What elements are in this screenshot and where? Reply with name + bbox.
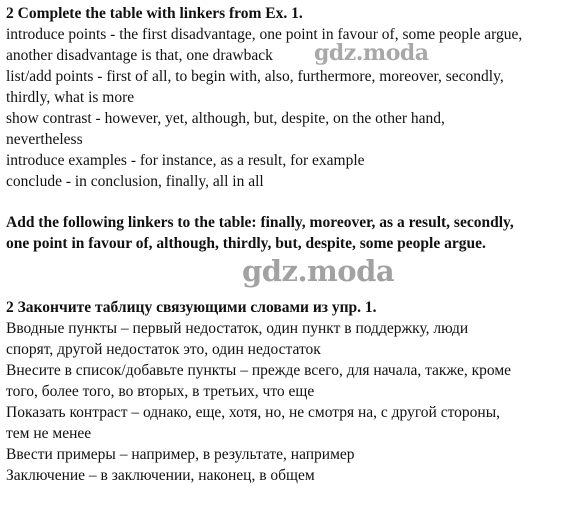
english-line: nevertheless — [6, 131, 83, 148]
paragraph-gap — [6, 192, 574, 212]
russian-line: тем не менее — [6, 425, 92, 442]
russian-line: Показать контраст – однако, еще, хотя, но, не смотря на, с другой стороны, — [6, 404, 501, 421]
english-task-title: 2 Complete the table with linkers from Ex. 1. — [6, 5, 303, 22]
russian-line: Вводные пункты – первый недостаток, один пункт в поддержку, люди — [6, 320, 469, 337]
russian-line: Заключение – в заключении, наконец, в общем — [6, 467, 315, 484]
russian-line: Ввести примеры – например, в результате, например — [6, 446, 355, 463]
english-line: introduce points - the first disadvantage, one point in favour of, some people argue, — [6, 26, 523, 43]
watermark-small: gdz.moda — [314, 40, 429, 66]
document-page — [6, 3, 574, 486]
add-task-line: Add the following linkers to the table: finally, moreover, as a result, secondly, — [6, 214, 514, 231]
russian-line: Внесите в список/добавьте пункты – прежде всего, для начала, также, кроме — [6, 362, 512, 379]
english-line: another disadvantage is that, one drawback — [6, 47, 273, 64]
english-line: introduce examples - for instance, as a result, for example — [6, 152, 365, 169]
english-line: conclude - in conclusion, finally, all in all — [6, 173, 264, 190]
add-task-line: one point in favour of, although, thirdly, but, despite, some people argue. — [6, 235, 486, 252]
russian-line: того, более того, во вторых, в третьих, что еще — [6, 383, 315, 400]
english-line: thirdly, what is more — [6, 89, 135, 106]
english-line: show contrast - however, yet, although, but, despite, on the other hand, — [6, 110, 445, 127]
russian-task-title: 2 Закончите таблицу связующими словами из упр. 1. — [6, 299, 377, 316]
watermark-large: gdz.moda — [242, 254, 395, 288]
russian-line: спорят, другой недостаток это, один недостаток — [6, 341, 321, 358]
english-line: list/add points - first of all, to begin with, also, furthermore, moreover, secondly, — [6, 68, 504, 85]
